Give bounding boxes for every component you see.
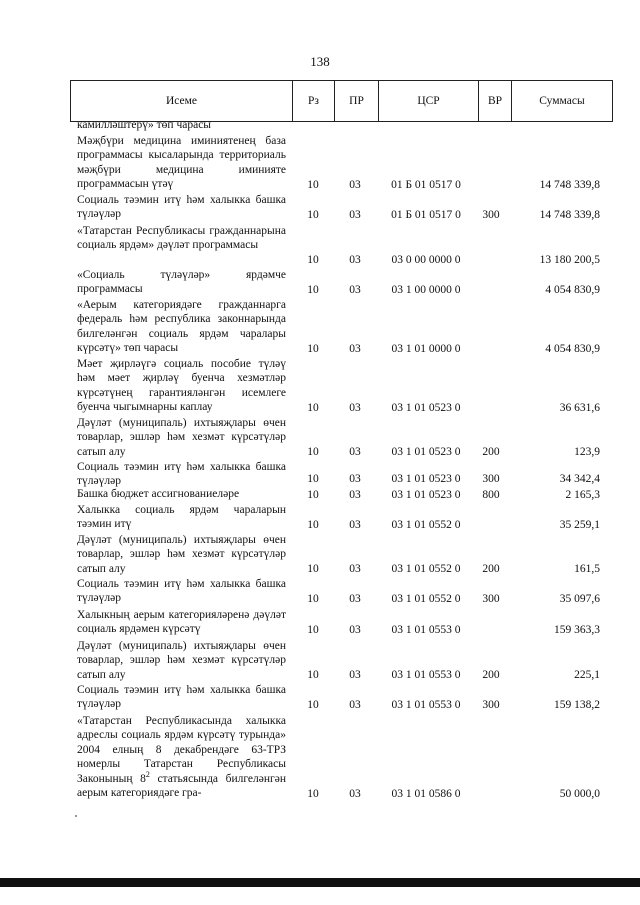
row-csr: 03 1 01 0553 0 xyxy=(391,699,461,711)
table-row xyxy=(0,357,640,415)
scan-speck xyxy=(75,815,77,817)
row-rz: 10 xyxy=(307,473,319,485)
row-rz: 10 xyxy=(307,563,319,575)
row-sum: 35 097,6 xyxy=(559,593,600,605)
table-row xyxy=(0,714,640,801)
row-pr: 03 xyxy=(349,284,361,296)
row-rz: 10 xyxy=(307,593,319,605)
table-row xyxy=(0,134,640,192)
row-csr: 03 1 01 0000 0 xyxy=(391,343,461,355)
row-rz: 10 xyxy=(307,284,319,296)
row-csr: 01 Б 01 0517 0 xyxy=(391,209,461,221)
row-rz: 10 xyxy=(307,446,319,458)
row-name-text: «Татарстан Республикасында халыкка адреслы социаль ярдәм күрсәтү турында» 2004 елның 8 декабрендәге 63-ТРЗ номерлы Татарстан Республикасы Законының 8 xyxy=(77,715,286,785)
row-name: Халыкның аерым категорияләренә дәүләт социаль ярдәмен күрсәтү xyxy=(77,609,286,636)
row-rz: 10 xyxy=(307,699,319,711)
table-row xyxy=(0,639,640,682)
row-rz: 10 xyxy=(307,624,319,636)
carry-over-text: камилләштерү» төп чарасы xyxy=(77,119,212,131)
row-sum: 159 363,3 xyxy=(554,624,600,636)
row-sum: 13 180 200,5 xyxy=(539,254,600,266)
row-name: «Татарстан Республикасы гражданнарына социаль ярдәм» дәүләт программасы xyxy=(77,225,286,252)
row-pr: 03 xyxy=(349,254,361,266)
row-vr: 200 xyxy=(482,669,500,681)
row-csr: 03 1 01 0552 0 xyxy=(391,593,461,605)
row-pr: 03 xyxy=(349,473,361,485)
row-rz: 10 xyxy=(307,254,319,266)
header-pr: ПР xyxy=(334,81,378,121)
row-name: «Аерым категориядәге гражданнарга федераль һәм республика законнарында билгеләнгән социаль ярдәм чаралары күрсәтү» төп чарасы xyxy=(77,299,286,355)
row-name: Социаль тәэмин итү һәм халыкка башка түләүләр xyxy=(77,684,286,711)
row-pr: 03 xyxy=(349,624,361,636)
row-name: «Социаль түләүләр» ярдәмче программасы xyxy=(77,269,286,296)
table-row xyxy=(0,533,640,576)
row-csr: 03 1 01 0552 0 xyxy=(391,519,461,531)
table-row xyxy=(0,487,640,502)
table-row xyxy=(0,683,640,712)
row-pr: 03 xyxy=(349,446,361,458)
row-pr: 03 xyxy=(349,489,361,501)
row-name: Башка бюджет ассигнованиеләре xyxy=(77,488,240,500)
row-name: Мәет җирләүгә социаль пособие түләү һәм мәет җирләү буенча хезмәтләр күрсәтүнең гарантияләнгән исемлеге буенча чыгымнарны каплау xyxy=(77,358,286,414)
row-rz: 10 xyxy=(307,519,319,531)
row-name: Дәүләт (муниципаль) ихтыяҗлары өчен товарлар, эшләр һәм хезмәт күрсәтүләр сатып алу xyxy=(77,417,286,458)
header-sum: Суммасы xyxy=(511,81,612,121)
row-csr: 03 1 00 0000 0 xyxy=(391,284,461,296)
row-sum: 35 259,1 xyxy=(559,519,600,531)
row-rz: 10 xyxy=(307,179,319,191)
row-name: Социаль тәэмин итү һәм халыкка башка түләүләр xyxy=(77,194,286,221)
row-csr: 03 1 01 0553 0 xyxy=(391,624,461,636)
row-sum: 14 748 339,8 xyxy=(539,209,600,221)
row-rz: 10 xyxy=(307,669,319,681)
row-csr: 03 1 01 0552 0 xyxy=(391,563,461,575)
scan-border-bar xyxy=(0,878,640,887)
row-csr: 03 1 01 0523 0 xyxy=(391,489,461,501)
row-pr: 03 xyxy=(349,179,361,191)
row-name-text-cont: статьясында билгеләнгән аерым категориядәге гра- xyxy=(77,772,286,800)
page-number: 138 xyxy=(310,54,330,69)
row-sum: 159 138,2 xyxy=(554,699,600,711)
row-vr: 300 xyxy=(482,473,500,485)
table-row xyxy=(0,193,640,222)
row-name: Дәүләт (муниципаль) ихтыяҗлары өчен товарлар, эшләр һәм хезмәт күрсәтүләр сатып алу xyxy=(77,640,286,681)
row-pr: 03 xyxy=(349,209,361,221)
header-vr: ВР xyxy=(478,81,511,121)
row-sum: 225,1 xyxy=(574,669,600,681)
table-row xyxy=(0,268,640,297)
row-sum: 14 748 339,8 xyxy=(539,179,600,191)
row-sum: 50 000,0 xyxy=(559,788,600,800)
row-vr: 300 xyxy=(482,209,500,221)
table-row xyxy=(0,224,640,267)
table-row xyxy=(0,503,640,532)
row-rz: 10 xyxy=(307,402,319,414)
header-name: Исеме xyxy=(165,95,198,107)
row-vr: 300 xyxy=(482,699,500,711)
row-pr: 03 xyxy=(349,593,361,605)
row-vr: 200 xyxy=(482,446,500,458)
row-sum: 34 342,4 xyxy=(559,473,600,485)
row-name: Социаль тәэмин итү һәм халыкка башка түләүләр xyxy=(77,461,286,488)
row-csr: 03 1 01 0523 0 xyxy=(391,473,461,485)
row-name xyxy=(77,714,286,800)
table-header xyxy=(70,80,613,122)
table-row xyxy=(0,416,640,459)
row-rz: 10 xyxy=(307,209,319,221)
table-row xyxy=(0,460,640,486)
row-csr: 03 1 01 0586 0 xyxy=(391,788,461,800)
row-sum: 4 054 830,9 xyxy=(545,343,600,355)
row-csr: 03 1 01 0553 0 xyxy=(391,669,461,681)
row-sum: 161,5 xyxy=(574,563,600,575)
row-name: Халыкка социаль ярдәм чараларын тәэмин итү xyxy=(77,504,286,531)
row-sum: 36 631,6 xyxy=(559,402,600,414)
row-csr: 03 0 00 0000 0 xyxy=(391,254,461,266)
row-pr: 03 xyxy=(349,343,361,355)
row-pr: 03 xyxy=(349,563,361,575)
row-vr: 200 xyxy=(482,563,500,575)
row-name-superscript: 2 xyxy=(145,769,150,779)
header-rz: Рз xyxy=(292,81,334,121)
row-name: Мәҗбүри медицина иминиятенең база программасы кысаларында территориаль мәҗбүри медицина иминияте программасын үтәү xyxy=(77,135,286,191)
header-csr: ЦСР xyxy=(378,81,478,121)
row-rz: 10 xyxy=(307,343,319,355)
row-csr: 03 1 01 0523 0 xyxy=(391,402,461,414)
row-vr: 800 xyxy=(482,489,500,501)
row-vr: 300 xyxy=(482,593,500,605)
row-csr: 03 1 01 0523 0 xyxy=(391,446,461,458)
row-pr: 03 xyxy=(349,699,361,711)
row-csr: 01 Б 01 0517 0 xyxy=(391,179,461,191)
row-pr: 03 xyxy=(349,402,361,414)
table-row xyxy=(0,577,640,606)
table-row xyxy=(0,608,640,637)
row-pr: 03 xyxy=(349,519,361,531)
row-sum: 123,9 xyxy=(574,446,600,458)
row-rz: 10 xyxy=(307,489,319,501)
row-name: Социаль тәэмин итү һәм халыкка башка түләүләр xyxy=(77,578,286,605)
row-rz: 10 xyxy=(307,788,319,800)
row-name: Дәүләт (муниципаль) ихтыяҗлары өчен товарлар, эшләр һәм хезмәт күрсәтүләр сатып алу xyxy=(77,534,286,575)
row-sum: 2 165,3 xyxy=(565,489,600,501)
row-sum: 4 054 830,9 xyxy=(545,284,600,296)
row-pr: 03 xyxy=(349,669,361,681)
table-row xyxy=(0,298,640,356)
row-pr: 03 xyxy=(349,788,361,800)
